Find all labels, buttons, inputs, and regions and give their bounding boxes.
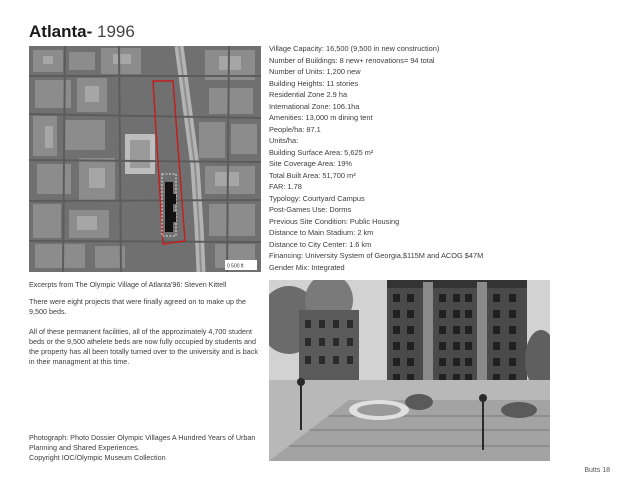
stat-item: Building Surface Area: 5,625 m² <box>269 147 374 157</box>
stat-item: Post-Games Use: Dorms <box>269 205 352 214</box>
stats-list <box>269 43 629 273</box>
page-number: Butts 18 <box>584 467 610 474</box>
stat-item: FAR: 1.78 <box>269 182 302 191</box>
page-title <box>29 22 135 42</box>
stat-item: People/ha: 87.1 <box>269 124 321 134</box>
stat-item: Residential Zone 2.9 ha <box>269 90 348 99</box>
title-city: Atlanta- <box>29 22 93 41</box>
excerpt-source: Excerpts from The Olympic Village of Atlanta'96: Steven Kittell <box>29 280 227 289</box>
stat-item: Building Heights: 11 stories <box>269 78 359 88</box>
stat-item: International Zone: 106.1ha <box>269 101 360 111</box>
map-scale-label: 0 500 ft <box>227 263 244 270</box>
aerial-site-map <box>29 46 261 272</box>
aerial-map-graphic <box>29 46 261 272</box>
stat-item: Amenities: 13,000 m dining tent <box>269 113 373 122</box>
stat-item: Number of Buildings: 8 new+ renovations= 94 total <box>269 55 435 65</box>
stat-item: Gender Mix: Integrated <box>269 262 345 272</box>
stat-item: Previous Site Condition: Public Housing <box>269 216 400 226</box>
stat-item: Total Built Area: 51,700 m² <box>269 170 356 180</box>
photograph-graphic <box>269 280 550 461</box>
stat-item: Typology: Courtyard Campus <box>269 193 365 203</box>
stat-item: Site Coverage Area: 19% <box>269 159 352 168</box>
stat-item: Number of Units: 1,200 new <box>269 67 361 76</box>
stat-item: Distance to City Center: 1.6 km <box>269 239 372 249</box>
stat-item: Financing: University System of Georgia,$115M and ACOG $47M <box>269 251 484 260</box>
title-year: 1996 <box>97 22 135 41</box>
photo-credit-line: Photograph: Photo Dossier Olympic Villages A Hundred Years of Urban Planning and Shared Experiences. <box>29 433 256 452</box>
photo-credit-line: Copyright IOC/Olympic Museum Collection <box>29 453 166 462</box>
paragraph-facilities: All of these permanent facilities, all of the approzimately 4,700 student beds or the 9,500 athelete beds are now fully occupied by students and the property has all been totally turned over to the university and is back in their managment at this time. <box>29 327 258 366</box>
village-photograph <box>269 280 550 461</box>
photo-credit <box>29 433 265 463</box>
stat-item: Village Capacity: 16,500 (9,500 in new construction) <box>269 44 440 53</box>
paragraph-beds: There were eight projects that were finally agreed on to make up the 9,500 beds. <box>29 297 246 316</box>
stat-item: Distance to Main Stadium: 2 km <box>269 228 374 237</box>
stat-item: Units/ha: <box>269 136 299 145</box>
